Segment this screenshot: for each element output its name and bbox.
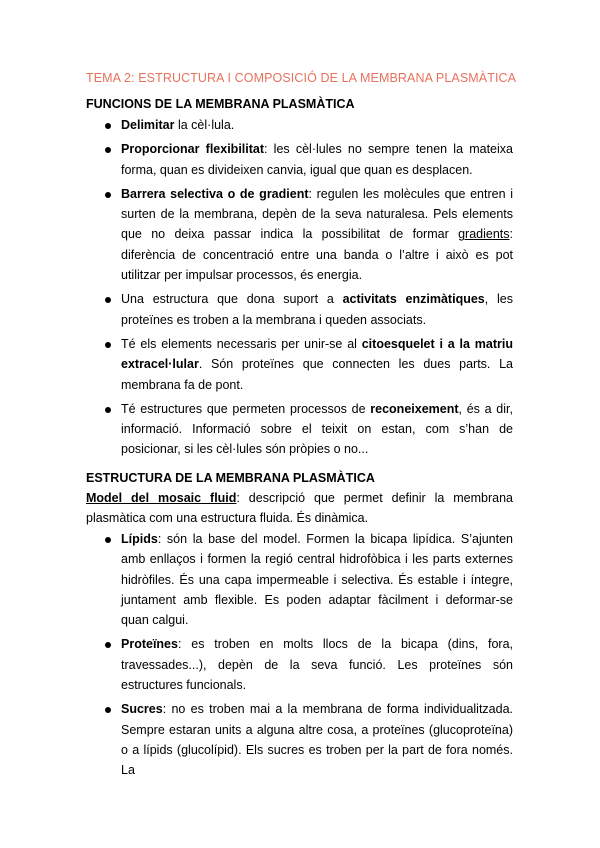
- list-item: [86, 334, 513, 395]
- bullet-icon: [105, 147, 111, 153]
- bullet-icon: [105, 707, 111, 713]
- item-text: : no es troben mai a la membrana de forma individualitzada. Sempre estaran units a alguna altre cosa, a proteïnes (glucoproteïna) o a lípids (glucolípid). Els sucres es troben per la part de fora només. La: [121, 702, 513, 778]
- item-text: : les cèl·lules no sempre tenen la mateixa forma, quan es divideixen canvia, igual que quan es desplacen.: [121, 142, 513, 177]
- model-text: : descripció que permet definir la membrana plasmàtica com una estructura fluida. És dinàmica.: [86, 491, 513, 526]
- section-heading-funcions: FUNCIONS DE LA MEMBRANA PLASMÀTICA: [86, 97, 355, 111]
- list-item: [86, 529, 513, 630]
- estructura-list: [86, 529, 513, 785]
- bullet-icon: [105, 123, 111, 129]
- bullet-icon: [105, 342, 111, 348]
- model-term: Model del mosaic fluid: [86, 491, 237, 505]
- item-text: , les proteïnes es troben a la membrana i queden associats.: [121, 292, 513, 327]
- item-text: Té els elements necessaris per unir-se al: [121, 336, 362, 351]
- item-text: : regulen les molècules que entren i surten de la membrana, depèn de la seva naturalesa. Pels elements que no deixa passar indica la possibilitat de formar: [121, 186, 513, 242]
- item-underlined-term: gradients: [458, 227, 510, 242]
- item-term: Proporcionar flexibilitat: [121, 142, 265, 157]
- list-item: [86, 139, 513, 180]
- item-text: . Són proteïnes que connecten les dues parts. La membrana fa de pont.: [121, 357, 513, 392]
- item-term: citoesquelet i a la matriu extracel·lular: [121, 336, 513, 372]
- list-item: [86, 699, 513, 780]
- item-text: Una estructura que dona suport a: [121, 292, 343, 307]
- list-item: [86, 634, 513, 695]
- item-text: , és a dir, informació. Informació sobre el teixit on estan, com s’han de posicionar, si les cèl·lules són pròpies o no...: [121, 401, 513, 457]
- list-item: [86, 289, 513, 330]
- funcions-list: [86, 115, 513, 464]
- item-term: Delimitar: [121, 118, 175, 132]
- item-term: Sucres: [121, 702, 163, 717]
- list-item: [86, 115, 513, 135]
- item-text: Té estructures que permeten processos de: [121, 401, 371, 416]
- item-term: reconeixement: [370, 401, 459, 416]
- list-item: [86, 399, 513, 460]
- section-heading-estructura: ESTRUCTURA DE LA MEMBRANA PLASMÀTICA: [86, 471, 375, 485]
- bullet-icon: [105, 192, 111, 198]
- bullet-icon: [105, 537, 111, 543]
- item-text: : es troben en molts llocs de la bicapa (dins, fora, travessades...), depèn de la seva funció. Les proteïnes són estructures funcionals.: [121, 637, 513, 693]
- item-text: la cèl·lula.: [174, 118, 235, 132]
- item-term: Lípids: [121, 532, 158, 546]
- item-text: : són la base del model. Formen la bicapa lipídica. S’ajunten amb enllaços i formen la regió central hidrofòbica i les parts externes hidròfiles. És una capa impermeable i selectiva. És estable i íntegre, juntament amb flexible. Es poden adaptar fàcilment i deformar-se quan calgui.: [121, 532, 513, 628]
- bullet-icon: [105, 297, 111, 303]
- item-text: : diferència de concentració entre una banda o l’altre i això es pot utilitzar per impulsar processos, és energia.: [121, 227, 513, 283]
- bullet-icon: [105, 407, 111, 413]
- bullet-icon: [105, 642, 111, 648]
- item-term: Barrera selectiva o de gradient: [121, 186, 309, 201]
- list-item: [86, 184, 513, 285]
- model-paragraph: [86, 488, 513, 529]
- item-term: activitats enzimàtiques: [342, 292, 485, 307]
- item-term: Proteïnes: [121, 637, 178, 652]
- topic-title: TEMA 2: ESTRUCTURA I COMPOSICIÓ DE LA MEMBRANA PLASMÀTICA: [86, 71, 517, 85]
